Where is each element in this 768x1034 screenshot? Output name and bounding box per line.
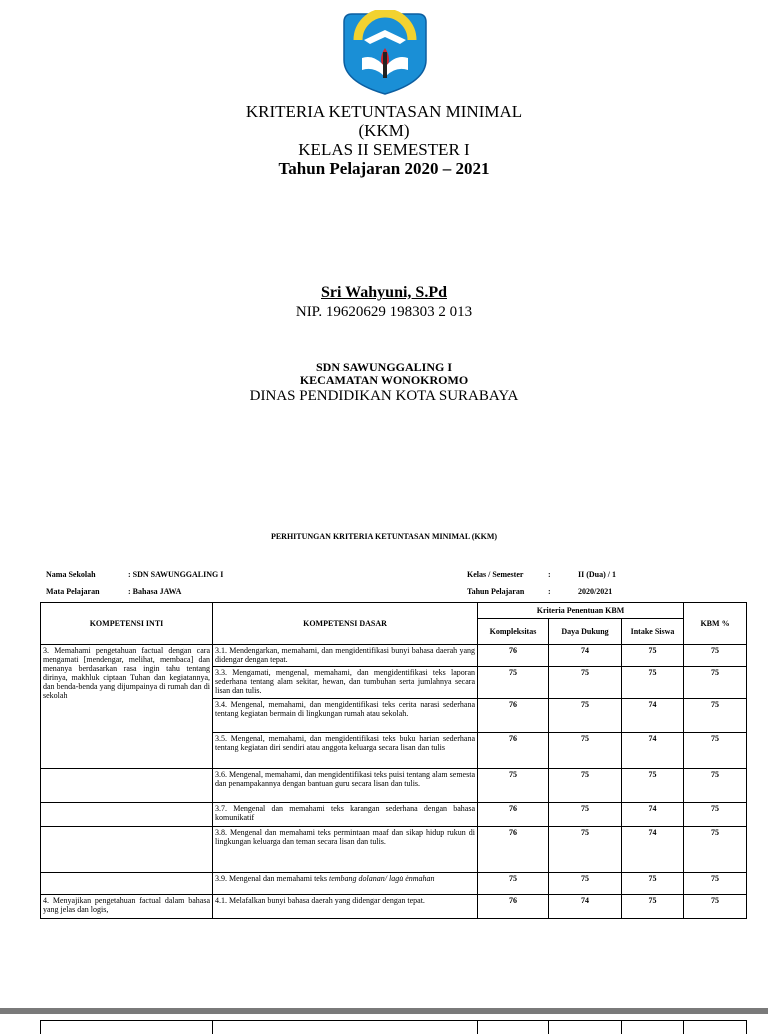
ki-empty-cell <box>41 769 213 803</box>
class-separator: : <box>548 570 551 579</box>
title-line-1: KRITERIA KETUNTASAN MINIMAL <box>245 102 523 121</box>
kbm-cell: 75 <box>684 667 747 699</box>
ki-4-cell: 4. Menyajikan pengetahuan factual dalam bahasa yang jelas dan logis, <box>41 895 213 919</box>
table-row <box>41 895 747 919</box>
kbm-cell: 75 <box>684 645 747 667</box>
support-cell: 75 <box>549 827 622 873</box>
header-kbm: KBM % <box>684 603 747 645</box>
kd-cell: 3.7. Mengenal dan memahami teks karangan sederhana dengan bahasa komunikatif <box>213 803 478 827</box>
kbm-cell: 75 <box>684 895 747 919</box>
kd-cell <box>213 873 478 895</box>
year-separator: : <box>548 587 551 596</box>
intake-cell: 75 <box>622 873 684 895</box>
complexity-cell: 76 <box>478 733 549 769</box>
title-line-3: KELAS II SEMESTER I <box>298 140 470 159</box>
support-cell: 75 <box>549 699 622 733</box>
district-name: KECAMATAN WONOKROMO <box>299 373 469 387</box>
table-row <box>41 827 747 873</box>
intake-cell: 75 <box>622 667 684 699</box>
intake-cell: 74 <box>622 733 684 769</box>
kbm-cell: 75 <box>684 769 747 803</box>
school-label: Nama Sekolah <box>46 570 96 579</box>
complexity-cell: 76 <box>478 645 549 667</box>
subject-value: : Bahasa JAWA <box>128 587 182 596</box>
year-label: Tahun Pelajaran <box>467 587 525 596</box>
author-name: Sri Wahyuni, S.Pd <box>321 284 447 301</box>
intake-cell: 75 <box>622 645 684 667</box>
class-value: II (Dua) / 1 <box>578 570 617 579</box>
kd-cell: 3.3. Mengamati, mengenal, memahami, dan mengidentifikasi teks laporan sederhana tentang alam sekitar, hewan, dan tumbuhan serta jumlahnya secara lisan dan tulis. <box>213 667 478 699</box>
year-value: 2020/2021 <box>578 587 613 596</box>
kbm-cell: 75 <box>684 827 747 873</box>
header-criteria: Kriteria Penentuan KBM <box>478 603 684 619</box>
subject-label: Mata Pelajaran <box>46 587 100 596</box>
kbm-cell: 75 <box>684 699 747 733</box>
kd-text: 3.9. Mengenal dan memahami teks <box>215 874 327 883</box>
kd-cell: 3.4. Mengenal, memahami, dan mengidentifikasi teks cerita narasi sederhana tentang kegiatan bermain di lingkungan rumah atau sekolah. <box>213 699 478 733</box>
complexity-cell: 76 <box>478 699 549 733</box>
school-name: SDN SAWUNGGALING I <box>315 360 453 374</box>
table-row <box>41 873 747 895</box>
intake-cell: 74 <box>622 699 684 733</box>
kd-cell: 3.5. Mengenal, memahami, dan mengidentifikasi teks buku harian sederhana tentang kegiatan diri sendiri atau anggota keluarga secara lisan dan tulis <box>213 733 478 769</box>
table-row <box>41 645 747 667</box>
document-title <box>0 102 768 178</box>
kd-cell: 3.8. Mengenal dan memahami teks permintaan maaf dan sikap hidup rukun di lingkungan keluarga dan teman secara lisan dan tulis. <box>213 827 478 873</box>
table-row <box>41 769 747 803</box>
complexity-cell: 76 <box>478 827 549 873</box>
kbm-cell: 75 <box>684 803 747 827</box>
calculation-title: PERHITUNGAN KRITERIA KETUNTASAN MINIMAL (KKM) <box>270 532 498 541</box>
complexity-cell: 75 <box>478 667 549 699</box>
complexity-cell: 76 <box>478 803 549 827</box>
tut-wuri-handayani-logo-icon <box>340 10 430 96</box>
support-cell: 75 <box>549 769 622 803</box>
support-cell: 75 <box>549 803 622 827</box>
kbm-cell: 75 <box>684 733 747 769</box>
office-name: DINAS PENDIDIKAN KOTA SURABAYA <box>249 388 519 404</box>
support-cell: 75 <box>549 873 622 895</box>
next-page-table-edge <box>40 1020 747 1034</box>
kd-italic-text: tembang dolanan/ lagu̇ ėnmahan <box>328 874 435 883</box>
support-cell: 75 <box>549 733 622 769</box>
next-page-edge <box>0 1014 768 1034</box>
kd-cell: 3.6. Mengenal, memahami, dan mengidentifikasi teks puisi tentang alam semesta dan penampakannya dengan bantuan guru secara lisan dan tulis. <box>213 769 478 803</box>
ki-empty-cell <box>41 873 213 895</box>
kd-cell: 3.1. Mendengarkan, memahami, dan mengidentifikasi bunyi bahasa daerah yang didengar dengan tepat. <box>213 645 478 667</box>
support-cell: 74 <box>549 895 622 919</box>
author-nip: NIP. 19620629 198303 2 013 <box>295 304 473 320</box>
school-value: : SDN SAWUNGGALING I <box>128 570 224 579</box>
ki-empty-cell <box>41 827 213 873</box>
complexity-cell: 75 <box>478 873 549 895</box>
kd-cell: 4.1. Melafalkan bunyi bahasa daerah yang didengar dengan tepat. <box>213 895 478 919</box>
kbm-cell: 75 <box>684 873 747 895</box>
header-support: Daya Dukung <box>549 619 622 645</box>
kkm-table <box>40 602 747 919</box>
support-cell: 75 <box>549 667 622 699</box>
class-label: Kelas / Semester <box>467 570 524 579</box>
title-line-2: (KKM) <box>358 121 410 140</box>
support-cell: 74 <box>549 645 622 667</box>
intake-cell: 74 <box>622 803 684 827</box>
complexity-cell: 75 <box>478 769 549 803</box>
ki-3-cell: 3. Memahami pengetahuan factual dengan cara mengamati [mendengar, melihat, membaca] dan menanya berdasarkan rasa ingin tahu tentang dirinya, makhluk ciptaan Tuhan dan kegiatannya, dan benda-benda yang dijumpainya di rumah dan di sekolah <box>41 645 213 769</box>
intake-cell: 74 <box>622 827 684 873</box>
intake-cell: 75 <box>622 769 684 803</box>
header-ki: KOMPETENSI INTI <box>41 603 213 645</box>
table-row <box>41 803 747 827</box>
complexity-cell: 76 <box>478 895 549 919</box>
ki-empty-cell <box>41 803 213 827</box>
header-intake: Intake Siswa <box>622 619 684 645</box>
intake-cell: 75 <box>622 895 684 919</box>
header-complexity: Kompleksitas <box>478 619 549 645</box>
title-line-4: Tahun Pelajaran 2020 – 2021 <box>278 159 490 178</box>
header-kd: KOMPETENSI DASAR <box>213 603 478 645</box>
